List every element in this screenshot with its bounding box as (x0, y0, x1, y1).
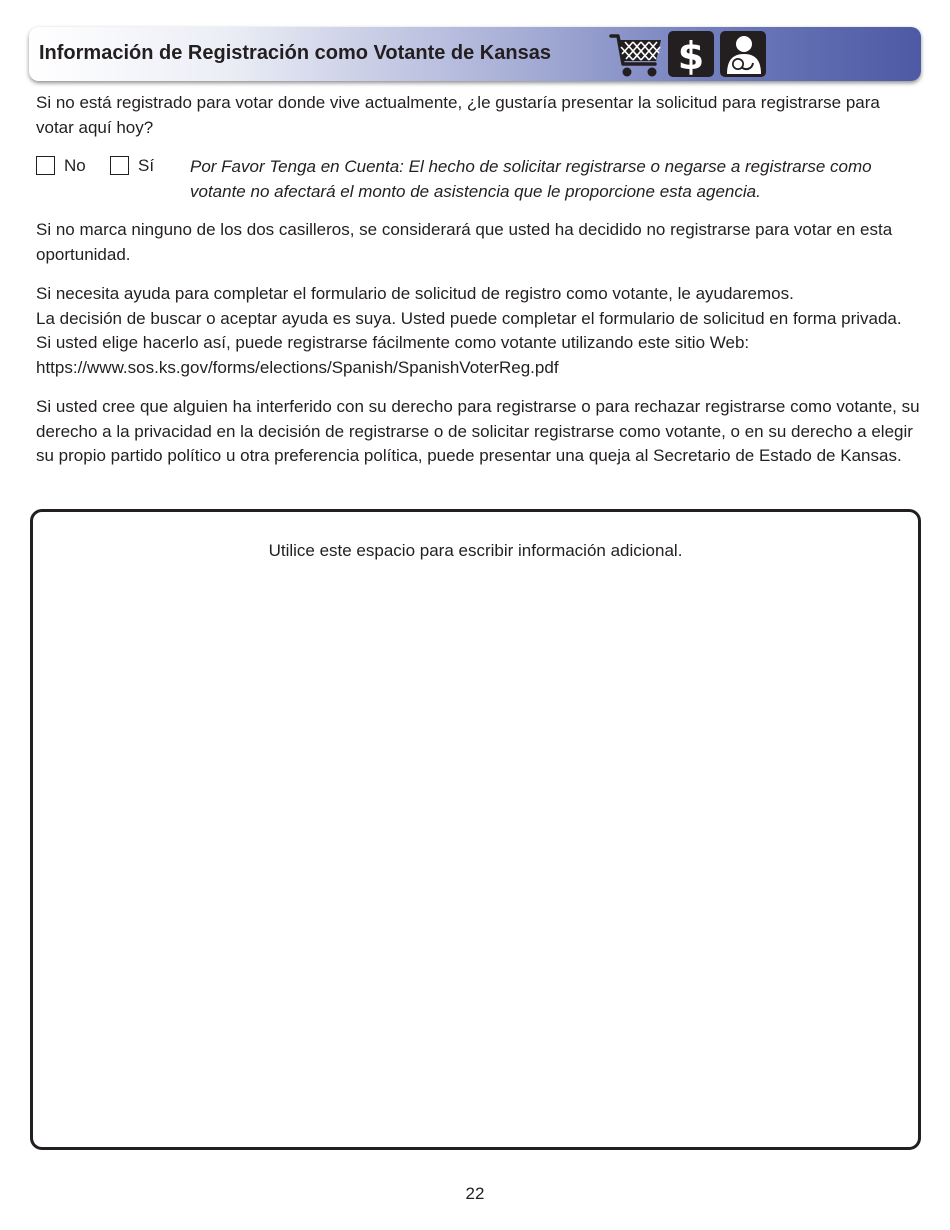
voter-registration-link[interactable]: https://www.sos.ks.gov/forms/elections/Spanish/SpanishVoterReg.pdf (36, 358, 559, 378)
no-label: No (64, 156, 86, 175)
yes-checkbox[interactable] (110, 156, 129, 175)
help-line-2: La decisión de buscar o aceptar ayuda es suya. Usted puede completar el formulario de solicitud en forma privada. Si usted elige hacerlo así, puede registrarse fácilmente como votante utilizando este sitio Web: (36, 308, 902, 353)
no-selection-paragraph: Si no marca ninguno de los dos casilleros, se considerará que usted ha decidido no registrarse para votar en esta oportunidad. (36, 220, 893, 264)
svg-text:$: $ (677, 34, 705, 78)
dollar-sign-icon (667, 30, 715, 78)
help-paragraph (36, 282, 921, 381)
page-number: 22 (465, 1184, 485, 1203)
page-title: Información de Registración como Votante de Kansas (39, 42, 551, 64)
shopping-cart-icon (609, 30, 663, 78)
registration-question: Si no está registrado para votar donde vive actualmente, ¿le gustaría presentar la solicitud para registrarse para votar aquí hoy? (36, 93, 880, 137)
page-header (29, 27, 921, 81)
yes-label: Sí (138, 156, 155, 175)
additional-info-box[interactable] (30, 509, 921, 1150)
child-care-icon (719, 30, 767, 78)
no-checkbox[interactable] (36, 156, 55, 175)
complaint-paragraph: Si usted cree que alguien ha interferido con su derecho para registrarse o para rechazar registrarse como votante, su derecho a la privacidad en la decisión de registrarse o de solicitar registrarse como votante, o en su derecho a elegir su propio partido político u otra preferencia política, puede presentar una queja al Secretario de Estado de Kansas. (36, 397, 920, 466)
help-line-1: Si necesita ayuda para completar el formulario de solicitud de registro como votante, le ayudaremos. (36, 284, 794, 303)
additional-info-label: Utilice este espacio para escribir información adicional. (268, 541, 683, 560)
assistance-note: Por Favor Tenga en Cuenta: El hecho de solicitar registrarse o negarse a registrarse como votante no afectará el monto de asistencia que le proporcione esta agencia. (190, 157, 872, 201)
